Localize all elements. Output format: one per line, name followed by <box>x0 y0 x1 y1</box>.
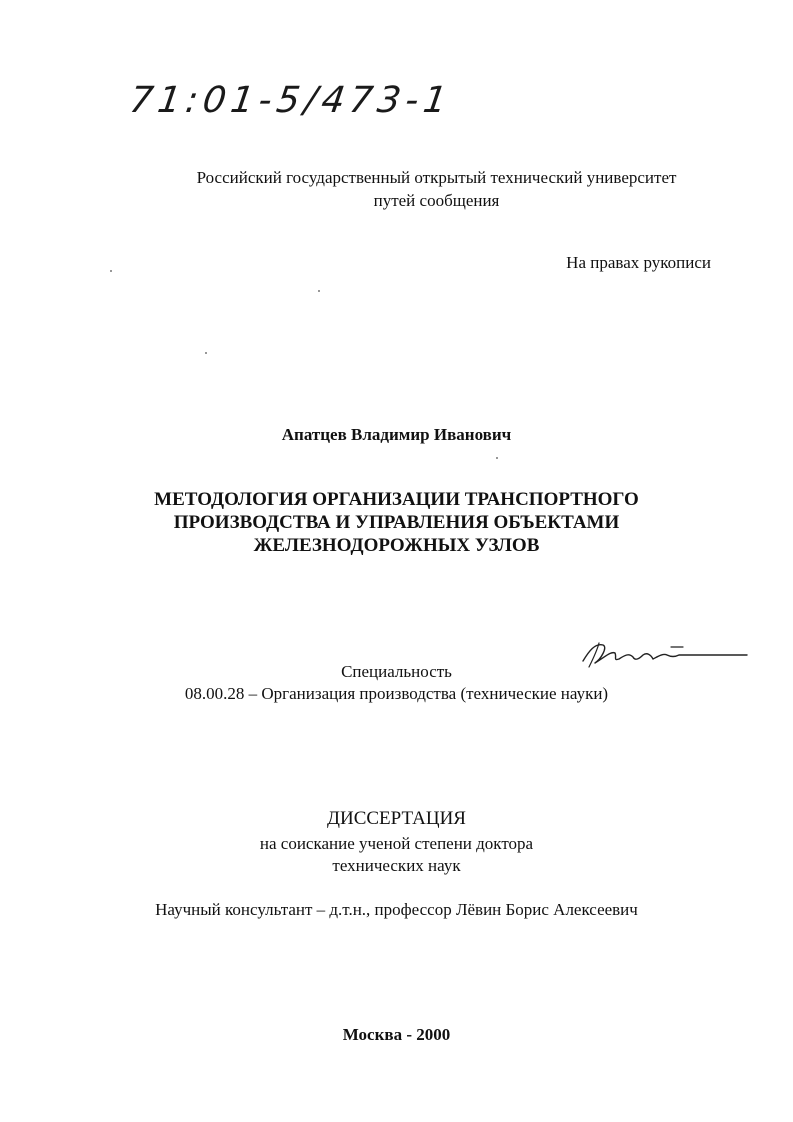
dissertation-title <box>0 488 793 557</box>
city-year: Москва - 2000 <box>342 1025 451 1044</box>
title-line-2: ПРОИЗВОДСТВА И УПРАВЛЕНИЯ ОБЪЕКТАМИ <box>173 512 620 533</box>
manuscript-note: На правах рукописи <box>566 253 711 272</box>
university-name <box>160 166 713 212</box>
archive-code: 71:01-5/473-1 <box>127 80 455 121</box>
title-line-1: МЕТОДОЛОГИЯ ОРГАНИЗАЦИИ ТРАНСПОРТНОГО <box>154 489 639 510</box>
scan-speck <box>318 290 320 292</box>
scan-speck <box>496 457 498 459</box>
author-name: Апатцев Владимир Иванович <box>281 425 512 444</box>
specialty-code: 08.00.28 – Организация производства (технические науки) <box>184 684 609 703</box>
degree-line-1: на соискание ученой степени доктора <box>259 834 534 853</box>
title-line-3: ЖЕЛЕЗНОДОРОЖНЫХ УЗЛОВ <box>253 535 540 556</box>
signature <box>575 633 750 675</box>
degree-line-2: технических наук <box>332 856 461 875</box>
document-type: ДИССЕРТАЦИЯ <box>327 808 466 829</box>
specialty-label: Специальность <box>341 662 452 681</box>
university-line-1: Российский государственный открытый технический университет <box>196 168 677 187</box>
scan-speck <box>205 352 207 354</box>
degree-description <box>0 833 793 877</box>
scan-speck <box>110 270 112 272</box>
university-line-2: путей сообщения <box>373 191 500 210</box>
scientific-consultant: Научный консультант – д.т.н., профессор Лёвин Борис Алексеевич <box>155 900 638 919</box>
